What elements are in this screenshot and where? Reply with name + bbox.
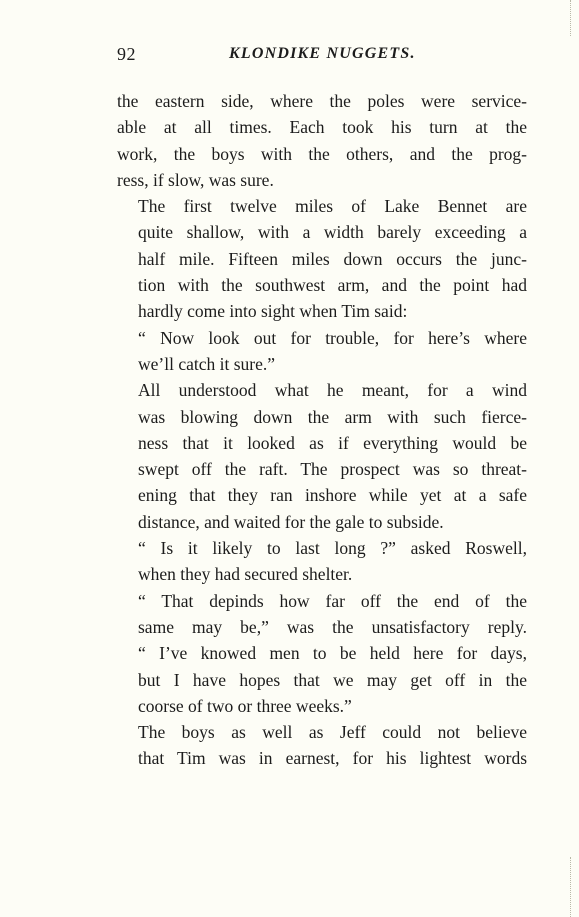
paragraph bbox=[117, 193, 527, 324]
running-title: KLONDIKE NUGGETS. bbox=[229, 45, 416, 62]
text-line: ening that they ran inshore while yet at a safe bbox=[138, 485, 527, 506]
text-line: “ That depinds how far off the end of the bbox=[138, 590, 527, 611]
text-line: coorse of two or three weeks.” bbox=[138, 695, 352, 716]
page-number: 92 bbox=[117, 44, 136, 64]
body-text bbox=[117, 88, 527, 772]
text-line: the eastern side, where the poles were service- bbox=[117, 91, 527, 111]
text-line: when they had secured shelter. bbox=[138, 564, 353, 585]
text-line: distance, and waited for the gale to subside. bbox=[138, 511, 444, 532]
text-line: quite shallow, with a width barely exceeding a bbox=[138, 222, 527, 243]
page-edge-mark-top bbox=[570, 0, 579, 36]
text-line: tion with the southwest arm, and the point had bbox=[138, 275, 527, 296]
text-line: The boys as well as Jeff could not believe bbox=[138, 722, 527, 743]
paragraph bbox=[117, 535, 527, 588]
text-line: swept off the raft. The prospect was so threat- bbox=[138, 459, 527, 480]
text-line: “ Is it likely to last long ?” asked Roswell, bbox=[138, 538, 527, 559]
paragraph bbox=[117, 377, 527, 535]
text-line: but I have hopes that we may get off in the bbox=[138, 669, 527, 690]
text-line: we’ll catch it sure.” bbox=[138, 353, 276, 374]
page-edge-mark-bottom bbox=[570, 857, 579, 917]
text-line: half mile. Fifteen miles down occurs the junc- bbox=[138, 248, 527, 269]
paragraph bbox=[117, 719, 527, 772]
running-head bbox=[117, 44, 527, 68]
text-line: hardly come into sight when Tim said: bbox=[138, 301, 408, 322]
text-line: ress, if slow, was sure. bbox=[117, 169, 274, 190]
text-line: “ I’ve knowed men to be held here for days, bbox=[138, 643, 527, 664]
paragraph bbox=[117, 325, 527, 378]
text-line: same may be,” was the unsatisfactory reply. bbox=[138, 616, 527, 637]
text-line: able at all times. Each took his turn at the bbox=[117, 117, 527, 138]
text-line: All understood what he meant, for a wind bbox=[138, 380, 527, 401]
text-line: that Tim was in earnest, for his lightest words bbox=[138, 748, 527, 769]
text-line: work, the boys with the others, and the prog- bbox=[117, 143, 527, 164]
paragraph bbox=[117, 588, 527, 719]
text-line: was blowing down the arm with such fierce- bbox=[138, 406, 527, 427]
text-line: The first twelve miles of Lake Bennet are bbox=[138, 196, 527, 217]
text-line: ness that it looked as if everything would be bbox=[138, 432, 527, 453]
text-line: “ Now look out for trouble, for here’s where bbox=[138, 327, 527, 348]
paragraph bbox=[117, 88, 527, 193]
